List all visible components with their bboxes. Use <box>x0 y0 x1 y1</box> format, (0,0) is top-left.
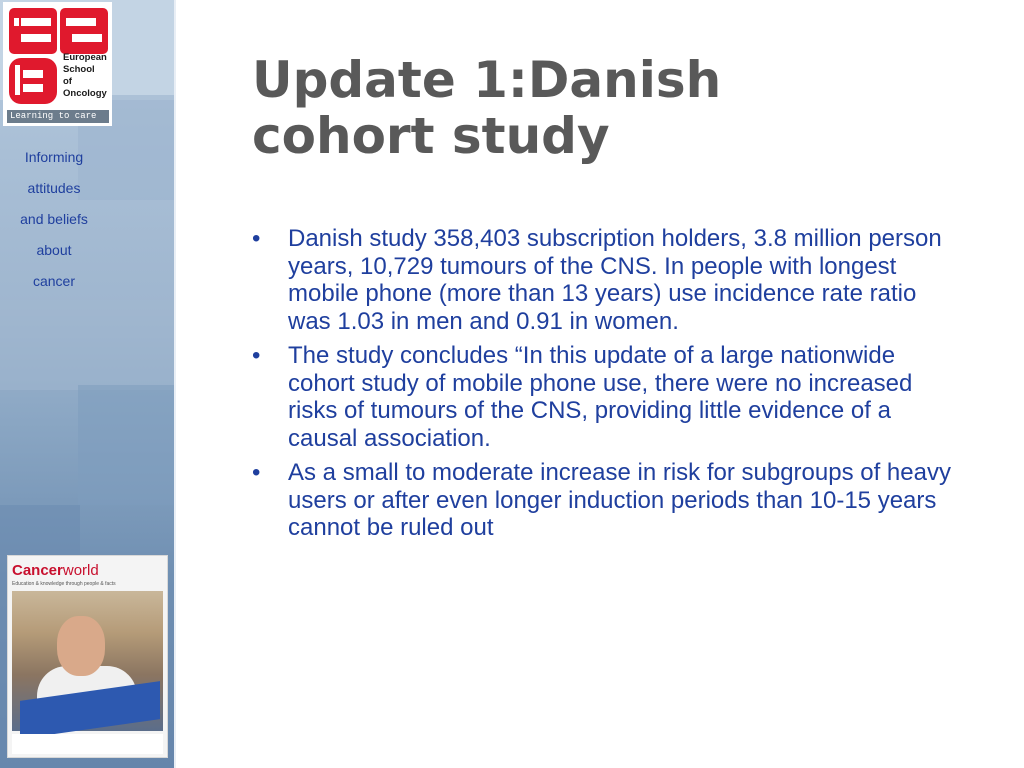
sidebar-caption-line: Informing <box>24 149 84 165</box>
sidebar-edge <box>174 0 176 768</box>
bullet-item <box>252 225 952 335</box>
sidebar-caption <box>0 145 108 300</box>
cancerworld-magazine-cover <box>7 555 168 758</box>
magazine-title <box>12 562 99 579</box>
sidebar-caption-line: and beliefs <box>20 211 88 227</box>
eso-logo <box>3 2 112 126</box>
magazine-title-part: world <box>62 562 99 579</box>
sidebar-caption-line: attitudes <box>27 180 81 196</box>
logo-line: School <box>63 64 95 75</box>
logo-line: Oncology <box>63 88 107 99</box>
bullet-dot: • <box>252 459 261 486</box>
logo-line: of <box>63 76 72 87</box>
sidebar-block <box>78 385 176 505</box>
bullet-list <box>252 225 952 549</box>
magazine-photo <box>12 591 163 731</box>
magazine-footer <box>12 734 163 754</box>
sidebar-caption-line: cancer <box>32 273 76 289</box>
logo-tagline: Learning to care <box>7 110 109 123</box>
sidebar-caption-line: about <box>36 242 72 258</box>
slide-title <box>252 52 952 164</box>
bullet-item <box>252 342 952 452</box>
bullet-text: The study concludes “In this update of a large nationwide cohort study of mobile phone use, there were no increased risks of tumours of the CNS, providing little evidence of a causal association. <box>288 342 913 452</box>
bullet-text: As a small to moderate increase in risk for subgroups of heavy users or after even longer induction periods than 10-15 years cannot be ruled out <box>288 459 951 541</box>
sidebar-block <box>0 300 176 390</box>
slide-title-line: cohort study <box>252 107 610 165</box>
magazine-subtitle: Education & knowledge through people & facts <box>12 581 116 587</box>
logo-text <box>63 52 113 100</box>
sidebar <box>0 0 176 768</box>
bullet-item <box>252 459 952 542</box>
magazine-photo-face <box>57 616 105 676</box>
bullet-dot: • <box>252 225 261 252</box>
magazine-title-part: Cancer <box>12 562 63 579</box>
slide-title-line: Update 1:Danish <box>252 51 722 109</box>
bullet-dot: • <box>252 342 261 369</box>
bullet-text: Danish study 358,403 subscription holders, 3.8 million person years, 10,729 tumours of the CNS. In people with longest mobile phone (more than 13 years) use incidence rate ratio was 1.03 in men and 0.91 in women. <box>288 225 942 335</box>
logo-line: European <box>63 52 107 63</box>
